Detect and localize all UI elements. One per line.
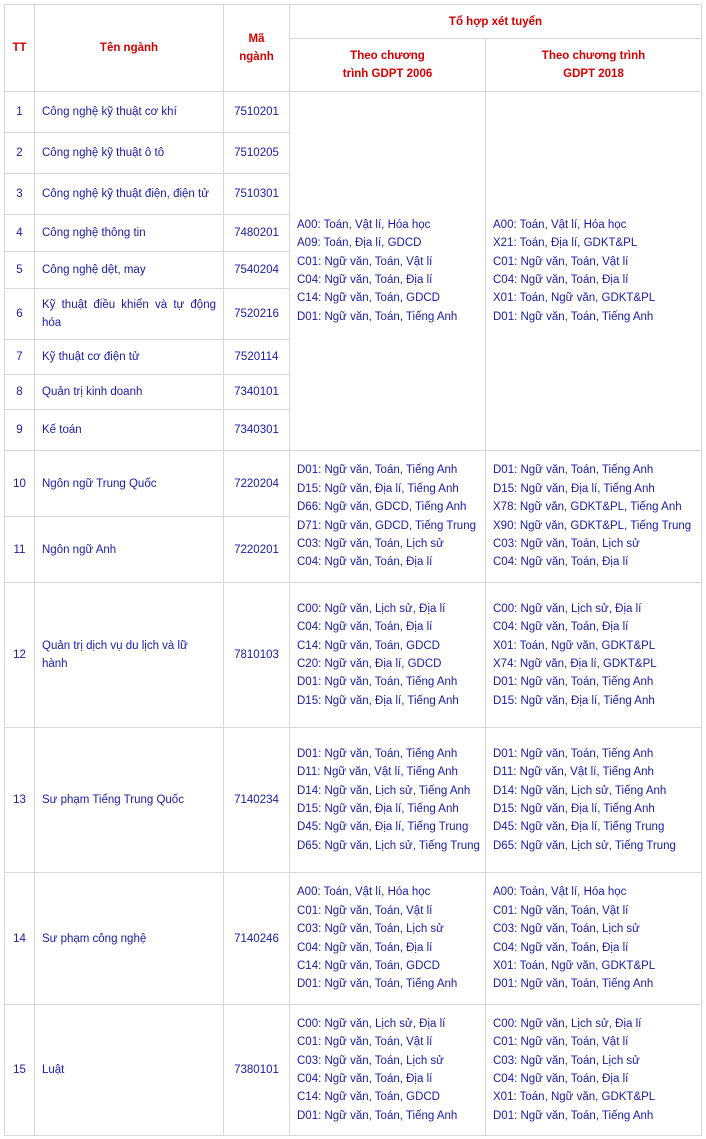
row-code: 7140234 bbox=[224, 728, 290, 873]
combo: C04: Ngữ văn, Toán, Địa lí bbox=[297, 274, 433, 286]
combo: C03: Ngữ văn, Toán, Lịch sử bbox=[297, 923, 444, 936]
combo: C04: Ngữ văn, Toán, Địa lí bbox=[297, 1073, 433, 1085]
combo: D01: Ngữ văn, Toán, Tiếng Anh bbox=[493, 978, 654, 991]
combo: D65: Ngữ văn, Lịch sử, Tiếng Trung bbox=[297, 839, 480, 852]
combo: A00: Toán, Vật lí, Hóa học bbox=[493, 886, 627, 899]
combo: X01: Toán, Ngữ văn, GDKT&PL bbox=[493, 639, 656, 652]
row-tt: 6 bbox=[5, 289, 35, 340]
combo: D01: Ngữ văn, Toán, Tiếng Anh bbox=[493, 676, 654, 689]
group-6-program-2006 bbox=[290, 1005, 486, 1136]
row-name: Kế toán bbox=[35, 410, 224, 451]
row-name: Công nghệ dệt, may bbox=[35, 252, 224, 289]
row-code: 7480201 bbox=[224, 215, 290, 252]
row-tt: 12 bbox=[5, 583, 35, 728]
header-tt: TT bbox=[5, 5, 35, 92]
combo: X74: Ngữ văn, Địa lí, GDKT&PL bbox=[493, 658, 657, 670]
row-name: Sư phạm Tiếng Trung Quốc bbox=[35, 728, 224, 873]
combo: C04: Ngữ văn, Toán, Địa lí bbox=[493, 274, 629, 286]
combo: C14: Ngữ văn, Toán, GDCD bbox=[297, 639, 440, 652]
combo: X01: Toán, Ngữ văn, GDKT&PL bbox=[493, 959, 656, 972]
combo: D11: Ngữ văn, Vật lí, Tiếng Anh bbox=[297, 766, 458, 779]
row-code: 7520216 bbox=[224, 289, 290, 340]
combo: A00: Toán, Vật lí, Hóa học bbox=[493, 218, 627, 231]
combo: C04: Ngữ văn, Toán, Địa lí bbox=[493, 941, 629, 954]
combo: X01: Toán, Ngữ văn, GDKT&PL bbox=[493, 1091, 656, 1104]
combo: D65: Ngữ văn, Lịch sử, Tiếng Trung bbox=[493, 839, 676, 852]
combo: C00: Ngữ văn, Lịch sử, Địa lí bbox=[493, 1017, 642, 1030]
row-tt: 1 bbox=[5, 92, 35, 133]
combo: C04: Ngữ văn, Toán, Địa lí bbox=[493, 1073, 629, 1085]
combo: D15: Ngữ văn, Địa lí, Tiếng Anh bbox=[493, 803, 655, 815]
combo: D15: Ngữ văn, Địa lí, Tiếng Anh bbox=[493, 694, 655, 707]
combo: D66: Ngữ văn, GDCD, Tiếng Anh bbox=[297, 501, 467, 514]
combo: D01: Ngữ văn, Toán, Tiếng Anh bbox=[493, 747, 654, 760]
combo: C01: Ngữ văn, Toán, Vật lí bbox=[493, 255, 629, 268]
row-name: Sư phạm công nghệ bbox=[35, 873, 224, 1005]
combo: D14: Ngữ văn, Lịch sử, Tiếng Anh bbox=[297, 784, 471, 797]
row-tt: 2 bbox=[5, 133, 35, 174]
combo: C00: Ngữ văn, Lịch sử, Địa lí bbox=[297, 602, 446, 615]
combo: X21: Toán, Địa lí, GDKT&PL bbox=[493, 237, 638, 250]
combo: C00: Ngữ văn, Lịch sử, Địa lí bbox=[297, 1017, 446, 1030]
group-1-program-2018 bbox=[486, 92, 702, 451]
combo: C01: Ngữ văn, Toán, Vật lí bbox=[493, 1036, 629, 1049]
row-name: Quản trị kinh doanh bbox=[35, 375, 224, 410]
row-tt: 8 bbox=[5, 375, 35, 410]
combo: C14: Ngữ văn, Toán, GDCD bbox=[297, 1091, 440, 1104]
row-tt: 10 bbox=[5, 451, 35, 517]
combo: D01: Ngữ văn, Toán, Tiếng Anh bbox=[297, 978, 458, 991]
combo: C01: Ngữ văn, Toán, Vật lí bbox=[297, 1036, 433, 1049]
row-tt: 15 bbox=[5, 1005, 35, 1136]
combo: C04: Ngữ văn, Toán, Địa lí bbox=[297, 621, 433, 634]
row-code: 7340301 bbox=[224, 410, 290, 451]
row-tt: 7 bbox=[5, 340, 35, 375]
combo: D11: Ngữ văn, Vật lí, Tiếng Anh bbox=[493, 766, 654, 779]
row-name: Ngôn ngữ Trung Quốc bbox=[35, 451, 224, 517]
combo: C14: Ngữ văn, Toán, GDCD bbox=[297, 292, 440, 305]
row-code: 7520114 bbox=[224, 340, 290, 375]
row-code: 7220201 bbox=[224, 517, 290, 583]
combo: D01: Ngữ văn, Toán, Tiếng Anh bbox=[297, 747, 458, 760]
combo: D45: Ngữ văn, Địa lí, Tiếng Trung bbox=[297, 821, 469, 834]
combo: C14: Ngữ văn, Toán, GDCD bbox=[297, 959, 440, 972]
combo: C01: Ngữ văn, Toán, Vật lí bbox=[297, 255, 433, 268]
combo: C04: Ngữ văn, Toán, Địa lí bbox=[297, 941, 433, 954]
group-2-program-2006 bbox=[290, 451, 486, 583]
combo: D15: Ngữ văn, Địa lí, Tiếng Anh bbox=[493, 482, 655, 495]
row-name: Công nghệ kỹ thuật điện, điện tử bbox=[35, 174, 224, 215]
combo: D01: Ngữ văn, Toán, Tiếng Anh bbox=[297, 1109, 458, 1122]
row-code: 7340101 bbox=[224, 375, 290, 410]
row-code: 7220204 bbox=[224, 451, 290, 517]
combo: C03: Ngữ văn, Toán, Lịch sử bbox=[493, 1054, 640, 1067]
combo: C04: Ngữ văn, Toán, Địa lí bbox=[493, 556, 629, 569]
header-combos: Tổ hợp xét tuyển bbox=[290, 5, 702, 39]
combo: D01: Ngữ văn, Toán, Tiếng Anh bbox=[493, 464, 654, 477]
row-tt: 9 bbox=[5, 410, 35, 451]
row-name: Ngôn ngữ Anh bbox=[35, 517, 224, 583]
combo: X78: Ngữ văn, GDKT&PL, Tiếng Anh bbox=[493, 501, 682, 514]
combo: C04: Ngữ văn, Toán, Địa lí bbox=[493, 621, 629, 634]
combo: D71: Ngữ văn, GDCD, Tiếng Trung bbox=[297, 519, 476, 532]
combo: C01: Ngữ văn, Toán, Vật lí bbox=[297, 904, 433, 917]
combo: X90: Ngữ văn, GDKT&PL, Tiếng Trung bbox=[493, 519, 692, 532]
group-6-program-2018 bbox=[486, 1005, 702, 1136]
group-2-program-2018 bbox=[486, 451, 702, 583]
combo: A09: Toán, Địa lí, GDCD bbox=[297, 237, 422, 250]
combo: D45: Ngữ văn, Địa lí, Tiếng Trung bbox=[493, 821, 665, 834]
combo: C03: Ngữ văn, Toán, Lịch sử bbox=[493, 923, 640, 936]
header-code: Mã ngành bbox=[224, 5, 290, 92]
group-3-program-2018 bbox=[486, 583, 702, 728]
combo: D01: Ngữ văn, Toán, Tiếng Anh bbox=[493, 1109, 654, 1122]
row-tt: 3 bbox=[5, 174, 35, 215]
row-name: Kỹ thuật điều khiển và tự động hóa bbox=[35, 289, 224, 340]
row-code: 7510205 bbox=[224, 133, 290, 174]
combo: A00: Toán, Vật lí, Hóa học bbox=[297, 886, 431, 899]
group-5-program-2018 bbox=[486, 873, 702, 1005]
row-code: 7140246 bbox=[224, 873, 290, 1005]
row-name: Công nghệ thông tin bbox=[35, 215, 224, 252]
combo: D15: Ngữ văn, Địa lí, Tiếng Anh bbox=[297, 482, 459, 495]
row-tt: 5 bbox=[5, 252, 35, 289]
row-name: Luật bbox=[35, 1005, 224, 1136]
combo: D15: Ngữ văn, Địa lí, Tiếng Anh bbox=[297, 694, 459, 707]
row-name: Quản trị dịch vụ du lịch và lữ hành bbox=[35, 583, 224, 728]
row-name: Kỹ thuật cơ điện tử bbox=[35, 340, 224, 375]
group-1-program-2006 bbox=[290, 92, 486, 451]
row-code: 7540204 bbox=[224, 252, 290, 289]
group-5-program-2006 bbox=[290, 873, 486, 1005]
row-tt: 11 bbox=[5, 517, 35, 583]
admissions-table bbox=[4, 4, 702, 1136]
combo: D01: Ngữ văn, Toán, Tiếng Anh bbox=[297, 310, 458, 323]
combo: A00: Toán, Vật lí, Hóa học bbox=[297, 218, 431, 231]
row-code: 7510301 bbox=[224, 174, 290, 215]
row-name: Công nghệ kỹ thuật ô tô bbox=[35, 133, 224, 174]
combo: D15: Ngữ văn, Địa lí, Tiếng Anh bbox=[297, 803, 459, 815]
row-code: 7380101 bbox=[224, 1005, 290, 1136]
combo: C03: Ngữ văn, Toán, Lịch sử bbox=[297, 1054, 444, 1067]
combo: C03: Ngữ văn, Toán, Lịch sử bbox=[493, 537, 640, 550]
group-4-program-2018 bbox=[486, 728, 702, 873]
combo: C03: Ngữ văn, Toán, Lịch sử bbox=[297, 537, 444, 550]
combo: D01: Ngữ văn, Toán, Tiếng Anh bbox=[297, 464, 458, 477]
combo: D14: Ngữ văn, Lịch sử, Tiếng Anh bbox=[493, 784, 667, 797]
row-tt: 4 bbox=[5, 215, 35, 252]
combo: C04: Ngữ văn, Toán, Địa lí bbox=[297, 556, 433, 569]
combo: C01: Ngữ văn, Toán, Vật lí bbox=[493, 904, 629, 917]
header-program-2018: Theo chương trình GDPT 2018 bbox=[486, 39, 702, 92]
row-tt: 13 bbox=[5, 728, 35, 873]
combo: D01: Ngữ văn, Toán, Tiếng Anh bbox=[493, 310, 654, 323]
combo: X01: Toán, Ngữ văn, GDKT&PL bbox=[493, 292, 656, 305]
header-name: Tên ngành bbox=[35, 5, 224, 92]
header-program-2006: Theo chương trình GDPT 2006 bbox=[290, 39, 486, 92]
row-tt: 14 bbox=[5, 873, 35, 1005]
row-code: 7510201 bbox=[224, 92, 290, 133]
combo: C20: Ngữ văn, Địa lí, GDCD bbox=[297, 658, 442, 670]
group-4-program-2006 bbox=[290, 728, 486, 873]
row-code: 7810103 bbox=[224, 583, 290, 728]
group-3-program-2006 bbox=[290, 583, 486, 728]
combo: D01: Ngữ văn, Toán, Tiếng Anh bbox=[297, 676, 458, 689]
row-name: Công nghệ kỹ thuật cơ khí bbox=[35, 92, 224, 133]
combo: C00: Ngữ văn, Lịch sử, Địa lí bbox=[493, 602, 642, 615]
